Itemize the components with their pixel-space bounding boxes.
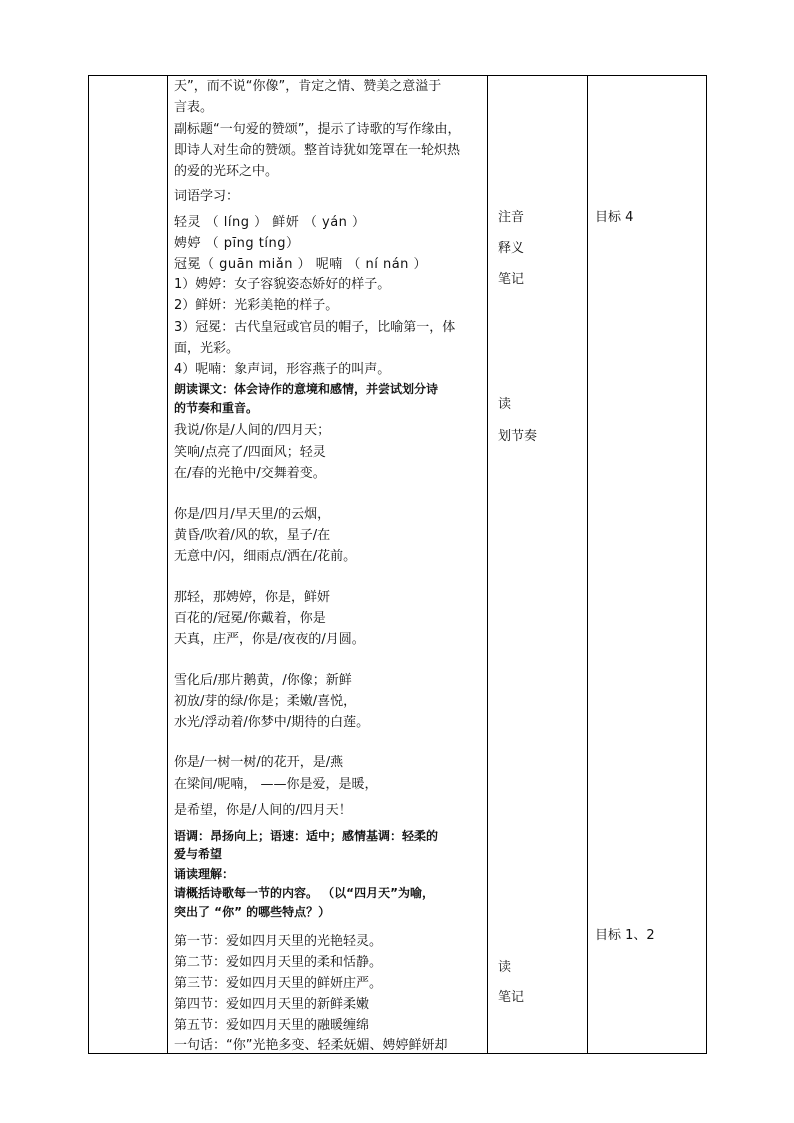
activity-phonetic: 注音 xyxy=(498,210,525,225)
summary-line: 第五节：爱如四月天里的融暖缠绵 xyxy=(174,1018,370,1033)
definition-line: 1）娉婷：女子容貌姿态娇好的样子。 xyxy=(174,277,391,292)
pinyin-line: 娉婷 （ pīng tíng） xyxy=(174,236,300,251)
activity-definition: 释义 xyxy=(498,241,525,256)
summary-line: 第三节：爱如四月天里的鲜妍庄严。 xyxy=(174,976,383,991)
poem-line: 那轻，那娉婷，你是，鲜妍 xyxy=(174,590,331,605)
poem-line: 无意中/闪，细雨点/洒在/花前。 xyxy=(174,549,357,564)
definition-line: 3）冠冕：古代皇冠或官员的帽子，比喻第一，体 xyxy=(174,320,456,335)
goal-label: 目标 1、2 xyxy=(595,928,655,943)
summary-line: 第二节：爱如四月天里的柔和恬静。 xyxy=(174,955,383,970)
poem-line: 我说/你是/人间的/四月天； xyxy=(174,423,331,438)
summary-line: 第四节：爱如四月天里的新鲜柔嫩 xyxy=(174,997,370,1012)
poem-line: 你是/一树一树/的花开，是/燕 xyxy=(174,755,344,770)
text-line: 天”，而不说“你像”，肯定之情、赞美之意溢于 xyxy=(174,79,442,94)
reading-instruction: 的节奏和重音。 xyxy=(174,401,259,415)
poem-line: 百花的/冠冕/你戴着，你是 xyxy=(174,611,326,626)
text-line: 的爱的光环之中。 xyxy=(174,164,279,179)
column-divider-2 xyxy=(487,76,488,1053)
activity-notes: 笔记 xyxy=(498,272,525,287)
activity-read: 读 xyxy=(498,397,512,412)
definition-line: 2）鲜妍：光彩美艳的样子。 xyxy=(174,298,339,313)
reading-instruction: 朗读课文：体会诗作的意境和感情，并尝试划分诗 xyxy=(174,382,439,396)
poem-line: 天真，庄严，你是/夜夜的/月圆。 xyxy=(174,632,365,647)
text-line: 言表。 xyxy=(174,100,214,115)
column-divider-1 xyxy=(167,76,168,1053)
tone-note: 语调：昂扬向上；语速：适中；感情基调：轻柔的 xyxy=(174,829,439,843)
lesson-table xyxy=(88,75,707,1054)
pinyin-line: 轻灵 （ líng ） 鲜妍 （ yán ） xyxy=(174,215,366,230)
poem-line: 黄昏/吹着/风的软，星子/在 xyxy=(174,528,331,543)
poem-line: 你是/四月/早天里/的云烟， xyxy=(174,507,331,522)
activity-notes: 笔记 xyxy=(498,990,525,1005)
section-heading: 词语学习： xyxy=(174,189,240,204)
summary-line: 第一节：爱如四月天里的光艳轻灵。 xyxy=(174,934,383,949)
poem-line: 笑响/点亮了/四面风；轻灵 xyxy=(174,445,326,460)
column-divider-3 xyxy=(587,76,588,1053)
tone-note: 爱与希望 xyxy=(174,847,223,861)
pinyin-line: 冠冕（ guān miǎn ） 呢喃 （ ní nán ） xyxy=(174,257,428,272)
poem-line: 在梁间/呢喃， ——你是爱，是暖， xyxy=(174,777,378,792)
activity-read: 读 xyxy=(498,960,512,975)
question-line: 请概括诗歌每一节的内容。 （以“四月天”为喻， xyxy=(174,886,434,900)
text-line: 副标题“一句爱的赞颂”，提示了诗歌的写作缘由， xyxy=(174,122,461,137)
definition-line: 4）呢喃：象声词，形容燕子的叫声。 xyxy=(174,362,391,377)
question-line: 突出了 “你” 的哪些特点？） xyxy=(174,905,331,919)
poem-line: 在/春的光艳中/交舞着变。 xyxy=(174,466,326,481)
poem-line: 初放/芽的绿/你是；柔嫩/喜悦， xyxy=(174,694,357,709)
text-line: 即诗人对生命的赞颂。整首诗犹如笼罩在一轮炽热 xyxy=(174,143,461,158)
section-heading: 诵读理解： xyxy=(174,867,235,881)
goal-label: 目标 4 xyxy=(595,210,634,225)
definition-line: 面，光彩。 xyxy=(174,341,240,356)
poem-line: 是希望，你是/人间的/四月天！ xyxy=(174,803,352,818)
poem-line: 水光/浮动着/你梦中/期待的白莲。 xyxy=(174,715,370,730)
activity-rhythm: 划节奏 xyxy=(498,429,538,444)
summary-line: 一句话：“你”光艳多变、轻柔妩媚、娉婷鲜妍却 xyxy=(174,1038,448,1053)
poem-line: 雪化后/那片鹅黄，/你像；新鲜 xyxy=(174,673,352,688)
